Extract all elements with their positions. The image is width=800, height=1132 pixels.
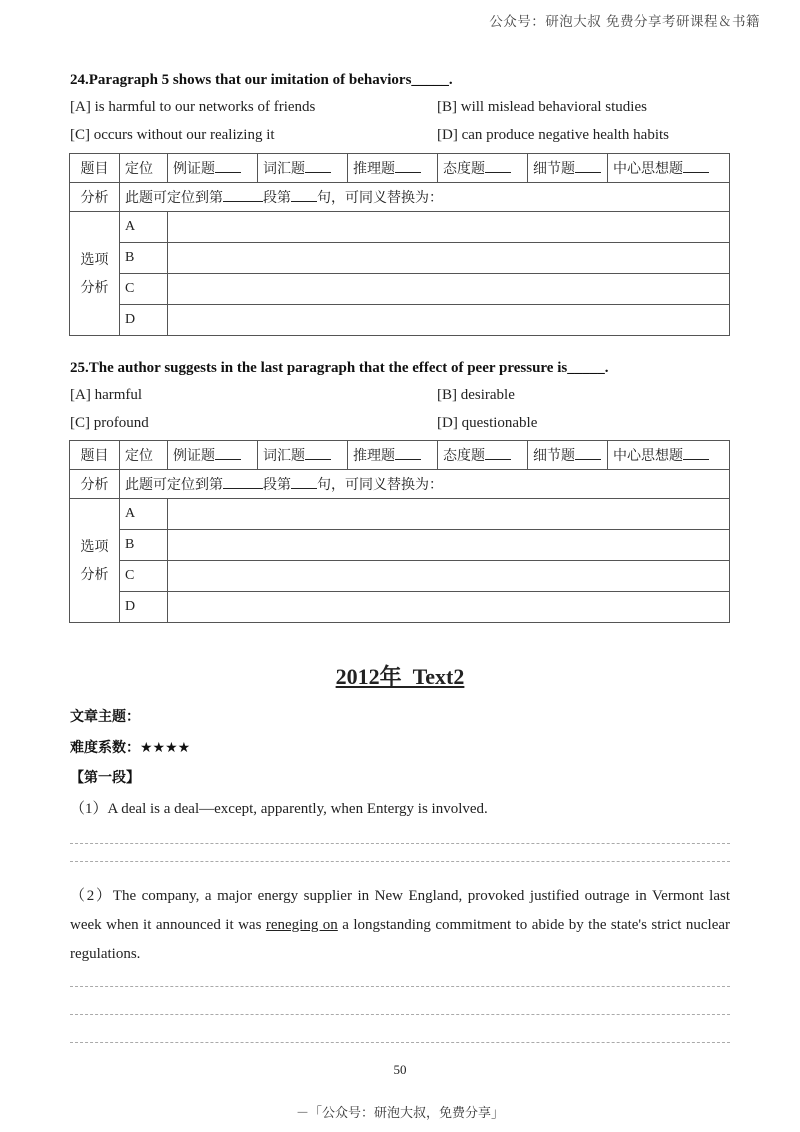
q24-stem: 24.Paragraph 5 shows that our imitation of behaviors_____. xyxy=(70,72,453,88)
q24-option-b: [B] will mislead behavioral studies xyxy=(437,99,647,115)
option-b-label: B xyxy=(120,530,168,561)
type-vocab: 词汇题 xyxy=(258,441,348,470)
page-header: 公众号：研泡大叔 免费分享考研课程＆书籍 xyxy=(489,14,760,30)
label-timu: 题目 xyxy=(70,154,120,183)
theme-label: 文章主题： xyxy=(70,709,140,725)
answer-line xyxy=(70,861,730,862)
option-d-field[interactable] xyxy=(168,305,730,336)
q25-option-b: [B] desirable xyxy=(437,387,515,403)
label-dingwei: 定位 xyxy=(120,441,168,470)
type-vocab: 词汇题 xyxy=(258,154,348,183)
q24-option-a: [A] is harmful to our networks of friends xyxy=(70,99,316,115)
type-example: 例证题 xyxy=(168,441,258,470)
type-attitude: 态度题 xyxy=(438,441,528,470)
option-a-field[interactable] xyxy=(168,499,730,530)
option-d-field[interactable] xyxy=(168,592,730,623)
q25-option-c: [C] profound xyxy=(70,415,149,431)
sentence-1: （1）A deal is a deal—except, apparently, when Entergy is involved. xyxy=(70,801,488,817)
q24-option-d: [D] can produce negative health habits xyxy=(437,127,669,143)
option-d-label: D xyxy=(120,305,168,336)
q24-analysis-table xyxy=(69,153,730,336)
sentence-2: （2）The company, a major energy supplier in New England, provoked justified outrage in Vermont last week when it announced it was reneging on a longstanding commitment to abide by the state's strict nuclear regulations. xyxy=(70,888,731,962)
answer-line xyxy=(70,843,730,844)
page-footer: －「公众号：研泡大叔，免费分享」 xyxy=(295,1106,504,1121)
type-attitude: 态度题 xyxy=(438,154,528,183)
label-option-analysis: 选项 分析 xyxy=(70,212,120,336)
locate-row: 此题可定位到第 段第 句，可同义替换为： xyxy=(120,183,730,212)
option-d-label: D xyxy=(120,592,168,623)
q25-option-a: [A] harmful xyxy=(70,387,143,403)
text-title: 2012年 Text2 xyxy=(335,664,465,689)
option-a-field[interactable] xyxy=(168,212,730,243)
type-inference: 推理题 xyxy=(348,154,438,183)
option-c-label: C xyxy=(120,274,168,305)
option-a-label: A xyxy=(120,212,168,243)
option-a-label: A xyxy=(120,499,168,530)
difficulty-label: 难度系数：★★★★ xyxy=(70,740,191,756)
underlined-phrase: reneging on xyxy=(265,917,338,933)
page-number: 50 xyxy=(393,1062,407,1077)
label-fenxi: 分析 xyxy=(70,470,120,499)
option-c-field[interactable] xyxy=(168,561,730,592)
q24-option-c: [C] occurs without our realizing it xyxy=(70,127,275,143)
option-c-label: C xyxy=(120,561,168,592)
label-timu: 题目 xyxy=(70,441,120,470)
type-main-idea: 中心思想题 xyxy=(608,154,730,183)
option-b-field[interactable] xyxy=(168,243,730,274)
locate-row: 此题可定位到第 段第 句，可同义替换为： xyxy=(120,470,730,499)
answer-line xyxy=(70,1014,730,1015)
q25-option-d: [D] questionable xyxy=(437,415,538,431)
option-b-field[interactable] xyxy=(168,530,730,561)
type-detail: 细节题 xyxy=(528,154,608,183)
q25-analysis-table xyxy=(69,440,730,623)
paragraph-1-label: 【第一段】 xyxy=(70,770,140,786)
q25-stem: 25.The author suggests in the last paragraph that the effect of peer pressure is_____. xyxy=(70,360,609,376)
option-b-label: B xyxy=(120,243,168,274)
type-inference: 推理题 xyxy=(348,441,438,470)
type-main-idea: 中心思想题 xyxy=(608,441,730,470)
type-example: 例证题 xyxy=(168,154,258,183)
answer-line xyxy=(70,986,730,987)
label-dingwei: 定位 xyxy=(120,154,168,183)
label-option-analysis: 选项 分析 xyxy=(70,499,120,623)
answer-line xyxy=(70,1042,730,1043)
label-fenxi: 分析 xyxy=(70,183,120,212)
option-c-field[interactable] xyxy=(168,274,730,305)
type-detail: 细节题 xyxy=(528,441,608,470)
